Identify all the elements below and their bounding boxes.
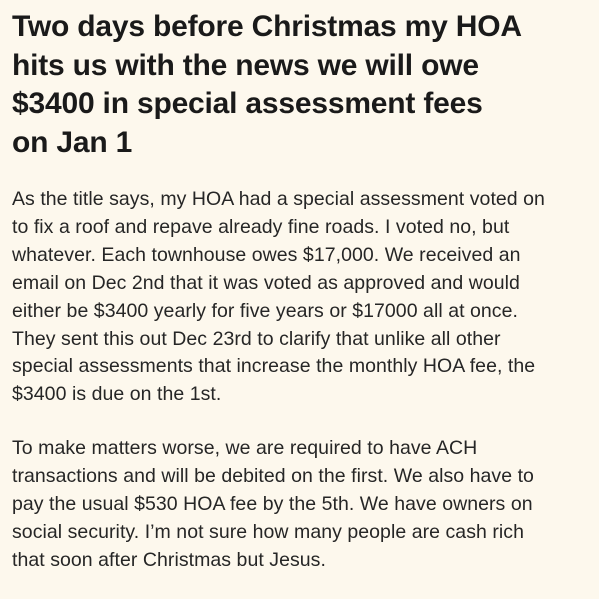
- body-line: whatever. Each townhouse owes $17,000. We received an: [12, 243, 521, 266]
- body-line: transactions and will be debited on the first. We also have to: [12, 465, 534, 488]
- body-line: $3400 is due on the 1st.: [12, 383, 222, 406]
- body-line: email on Dec 2nd that it was voted as approved and would: [12, 271, 520, 294]
- body-line: pay the usual $530 HOA fee by the 5th. We have owners on: [12, 493, 533, 516]
- body-line: To make matters worse, we are required to have ACH: [12, 437, 478, 460]
- post-body-paragraph-1: [12, 186, 587, 409]
- body-line: either be $3400 yearly for five years or $17000 all at once.: [12, 299, 518, 322]
- body-line: to fix a roof and repave already fine roads. I voted no, but: [12, 215, 510, 238]
- body-line: As the title says, my HOA had a special assessment voted on: [12, 188, 545, 210]
- post-title-line: Two days before Christmas my HOA: [12, 10, 522, 43]
- body-line: special assessments that increase the monthly HOA fee, the: [12, 355, 536, 378]
- post-title-line: on Jan 1: [12, 125, 133, 159]
- post-title-line: hits us with the news we will owe: [12, 48, 479, 82]
- post-body-paragraph-2: [12, 435, 587, 575]
- body-line: that soon after Christmas but Jesus.: [12, 548, 326, 571]
- post-title-line: $3400 in special assessment fees: [12, 87, 483, 120]
- body-line: social security. I’m not sure how many people are cash rich: [12, 520, 524, 543]
- body-line: They sent this out Dec 23rd to clarify that unlike all other: [12, 327, 501, 350]
- post-title: [12, 8, 587, 162]
